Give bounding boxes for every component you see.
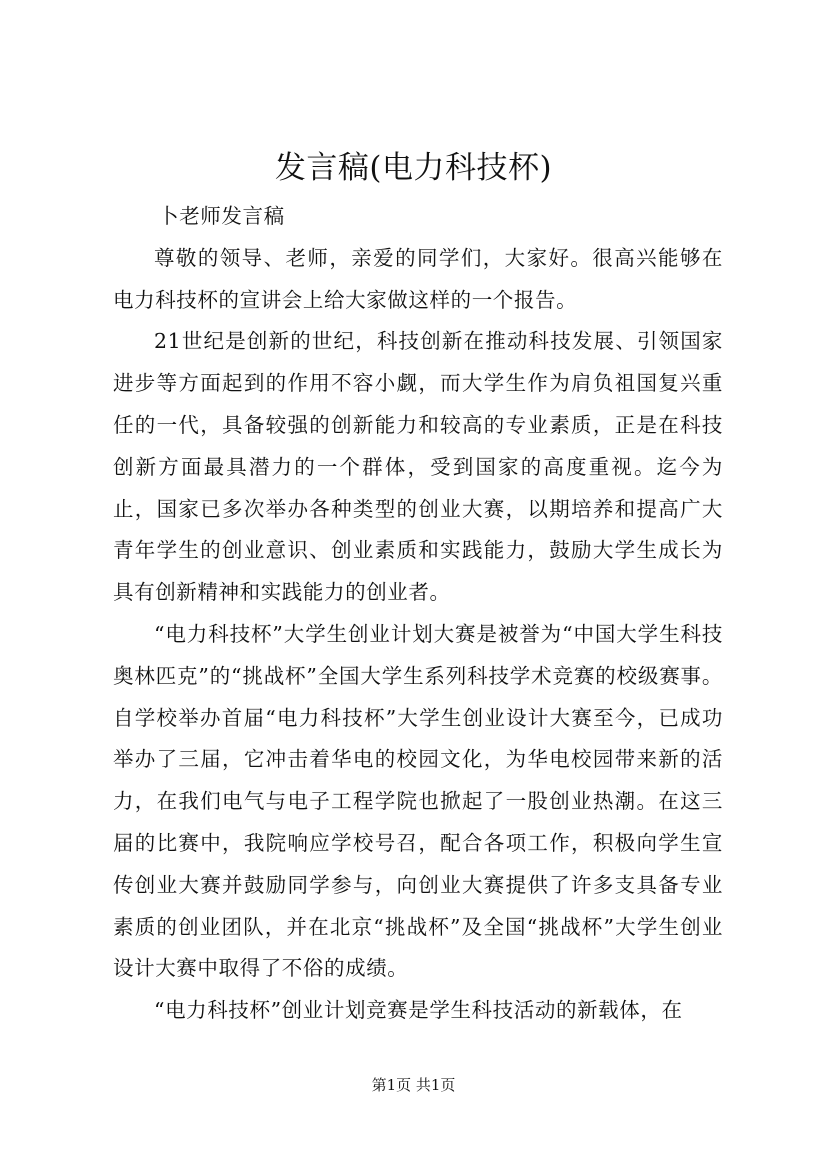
paragraph-greeting: 尊敬的领导、老师，亲爱的同学们，大家好。很高兴能够在电力科技杯的宣讲会上给大家做这样的一个报告。 <box>113 245 723 312</box>
paragraph-competition-carrier: “电力科技杯”创业计划竞赛是学生科技活动的新载体，在 <box>154 998 683 1023</box>
paragraph-innovation: 21世纪是创新的世纪，科技创新在推动科技发展、引领国家进步等方面起到的作用不容小觑，而大学生作为肩负祖国复兴重任的一代，具备较强的创新能力和较高的专业素质，正是在科技创新方面最具潜力的一个群体，受到国家的高度重视。迄今为止，国家已多次举办各种类型的创业大赛，以期培养和提高广大青年学生的创业意识、创业素质和实践能力，鼓励大学生成长为具有创新精神和实践能力的创业者。 <box>113 329 723 605</box>
document-body <box>113 196 723 1032</box>
paragraph-competition-history: “电力科技杯”大学生创业计划大赛是被誉为“中国大学生科技奥林匹克”的“挑战杯”全国大学生系列科技学术竞赛的校级赛事。自学校举办首届“电力科技杯”大学生创业设计大赛至今，已成功举办了三届，它冲击着华电的校园文化，为华电校园带来新的活力，在我们电气与电子工程学院也掀起了一股创业热潮。在这三届的比赛中，我院响应学校号召，配合各项工作，积极向学生宣传创业大赛并鼓励同学参与，向创业大赛提供了许多支具备专业素质的创业团队，并在北京“挑战杯”及全国“挑战杯”大学生创业设计大赛中取得了不俗的成绩。 <box>113 621 723 981</box>
page-number-footer: 第1页 共1页 <box>371 1076 456 1094</box>
document-subtitle: 卜老师发言稿 <box>158 204 285 228</box>
document-title: 发言稿(电力科技杯) <box>274 150 553 186</box>
